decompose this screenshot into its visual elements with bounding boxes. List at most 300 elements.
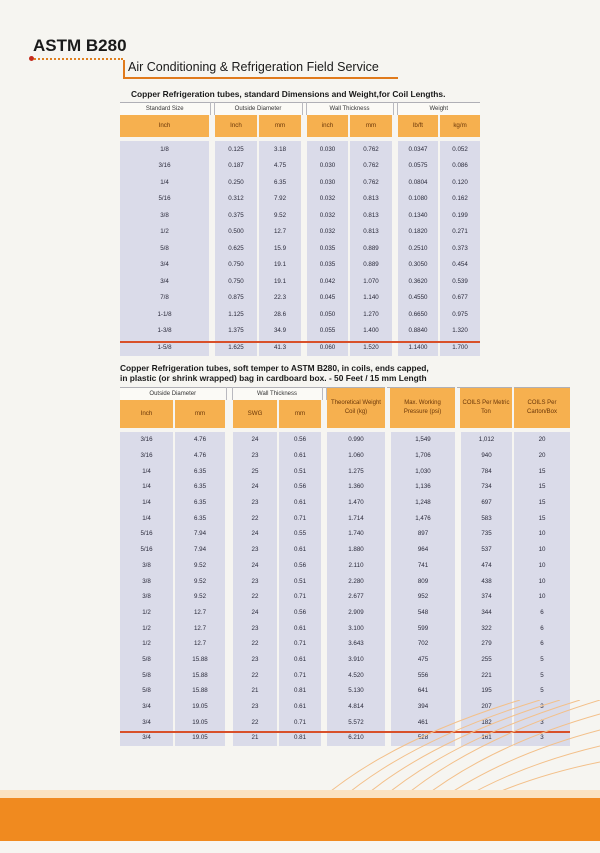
cell-wall-inch: 0.032 — [306, 207, 349, 224]
cell-weight-lb-ft: 0.8840 — [397, 323, 439, 340]
cell-wall-mm: 0.56 — [278, 558, 322, 574]
table1-title: Copper Refrigeration tubes, standard Dimensions and Weight,for Coil Lengths. — [131, 89, 446, 99]
cell-wall-mm: 1.400 — [349, 323, 393, 340]
cell-coil-weight: 2.677 — [326, 589, 386, 605]
sub-header-wall-mm: mm — [349, 115, 393, 137]
cell-weight-kg-m: 0.162 — [439, 191, 480, 208]
cell-coils-per-ton: 322 — [460, 620, 513, 636]
cell-od-mm: 4.76 — [174, 448, 226, 464]
sub-header-spacer — [322, 400, 326, 428]
cell-coil-weight: 2.909 — [326, 605, 386, 621]
cell-coil-weight: 4.520 — [326, 667, 386, 683]
cell-wall-mm: 0.56 — [278, 432, 322, 448]
cell-swg: 24 — [232, 605, 278, 621]
cell-swg: 23 — [232, 448, 278, 464]
cell-wall-mm: 0.762 — [349, 141, 393, 158]
cell-wall-inch: 0.060 — [306, 339, 349, 356]
cell-coils-per-ton: 255 — [460, 652, 513, 668]
sub-header-lb-ft: lb/ft — [397, 115, 439, 137]
cell-coils-per-ton: 438 — [460, 573, 513, 589]
cell-wall-mm: 1.520 — [349, 339, 393, 356]
cell-wall-mm: 0.889 — [349, 257, 393, 274]
cell-weight-lb-ft: 0.1080 — [397, 191, 439, 208]
group-header-outside-diameter: Outside Diameter — [214, 103, 302, 116]
sub-header-kg-m: kg/m — [439, 115, 480, 137]
cell-standard-size: 1-5/8 — [120, 339, 210, 356]
sub-header-od-inch: Inch — [120, 400, 174, 428]
sub-header-od-mm: mm — [174, 400, 226, 428]
cell-max-pressure: 809 — [390, 573, 456, 589]
cell-wall-mm: 0.71 — [278, 714, 322, 730]
cell-swg: 23 — [232, 699, 278, 715]
cell-swg: 21 — [232, 730, 278, 746]
cell-coils-per-ton: 537 — [460, 542, 513, 558]
cell-max-pressure: 1,030 — [390, 463, 456, 479]
cell-od-inch: 1/4 — [120, 463, 174, 479]
cell-coils-per-box: 5 — [513, 667, 570, 683]
cell-od-inch: 5/8 — [120, 652, 174, 668]
table-row — [120, 573, 570, 589]
cell-wall-mm: 0.889 — [349, 240, 393, 257]
cell-wall-mm: 0.762 — [349, 158, 393, 175]
cell-swg: 21 — [232, 683, 278, 699]
cell-od-mm: 4.76 — [174, 432, 226, 448]
cell-wall-inch: 0.045 — [306, 290, 349, 307]
cell-standard-size: 1-3/8 — [120, 323, 210, 340]
header-coils-per-ton: COILS Per Metric Ton — [460, 388, 513, 429]
cell-od-mm: 19.1 — [258, 257, 302, 274]
cell-swg: 22 — [232, 589, 278, 605]
cell-od-inch: 1.375 — [214, 323, 258, 340]
cell-coils-per-ton: 221 — [460, 667, 513, 683]
cell-weight-kg-m: 0.199 — [439, 207, 480, 224]
cell-od-mm: 15.88 — [174, 667, 226, 683]
cell-od-mm: 9.52 — [174, 589, 226, 605]
cell-max-pressure: 964 — [390, 542, 456, 558]
cell-weight-kg-m: 0.052 — [439, 141, 480, 158]
cell-weight-lb-ft: 0.6650 — [397, 306, 439, 323]
cell-coils-per-box: 20 — [513, 448, 570, 464]
cell-od-mm: 12.7 — [174, 620, 226, 636]
cell-coils-per-box: 6 — [513, 636, 570, 652]
cell-wall-mm: 0.56 — [278, 479, 322, 495]
cell-standard-size: 1/2 — [120, 224, 210, 241]
cell-weight-lb-ft: 0.1820 — [397, 224, 439, 241]
cell-coils-per-box: 10 — [513, 573, 570, 589]
header-coils-per-box: COILS Per Carton/Box — [513, 388, 570, 429]
cell-weight-lb-ft: 0.3620 — [397, 273, 439, 290]
cell-od-inch: 0.500 — [214, 224, 258, 241]
cell-coil-weight: 5.130 — [326, 683, 386, 699]
cell-od-mm: 12.7 — [174, 605, 226, 621]
cell-od-mm: 7.94 — [174, 542, 226, 558]
cell-wall-mm: 0.71 — [278, 636, 322, 652]
cell-coil-weight: 3.643 — [326, 636, 386, 652]
cell-wall-mm: 0.81 — [278, 730, 322, 746]
cell-od-inch: 0.312 — [214, 191, 258, 208]
cell-weight-kg-m: 0.975 — [439, 306, 480, 323]
cell-max-pressure: 461 — [390, 714, 456, 730]
cell-weight-lb-ft: 0.1340 — [397, 207, 439, 224]
cell-od-mm: 12.7 — [258, 224, 302, 241]
cell-weight-lb-ft: 0.4550 — [397, 290, 439, 307]
cell-coils-per-box: 15 — [513, 479, 570, 495]
group-header-weight: Weight — [397, 103, 480, 116]
cell-coil-weight: 1.740 — [326, 526, 386, 542]
cell-coils-per-box: 10 — [513, 589, 570, 605]
cell-od-mm: 6.35 — [258, 174, 302, 191]
cell-od-inch: 5/16 — [120, 542, 174, 558]
cell-coil-weight: 6.210 — [326, 730, 386, 746]
cell-wall-mm: 0.81 — [278, 683, 322, 699]
header-max-working-pressure: Max. Working Pressure (psi) — [390, 388, 456, 429]
cell-od-inch: 3/4 — [120, 730, 174, 746]
cell-od-mm: 15.9 — [258, 240, 302, 257]
cell-weight-lb-ft: 1.1400 — [397, 339, 439, 356]
table1-bottom-rule — [120, 341, 480, 343]
cell-swg: 23 — [232, 495, 278, 511]
cell-wall-inch: 0.042 — [306, 273, 349, 290]
cell-weight-kg-m: 1.320 — [439, 323, 480, 340]
cell-coils-per-ton: 1,012 — [460, 432, 513, 448]
cell-od-inch: 5/8 — [120, 667, 174, 683]
cell-wall-inch: 0.030 — [306, 174, 349, 191]
table-row — [120, 141, 480, 158]
cell-od-mm: 34.9 — [258, 323, 302, 340]
cell-swg: 23 — [232, 620, 278, 636]
table-row — [120, 224, 480, 241]
cell-od-mm: 7.94 — [174, 526, 226, 542]
cell-max-pressure: 741 — [390, 558, 456, 574]
cell-od-inch: 0.125 — [214, 141, 258, 158]
cell-weight-kg-m: 0.373 — [439, 240, 480, 257]
table-row — [120, 448, 570, 464]
cell-max-pressure: 952 — [390, 589, 456, 605]
sub-header-inch: Inch — [120, 115, 210, 137]
footer-light-band — [0, 790, 600, 798]
sub-header-swg: SWG — [232, 400, 278, 428]
table-row — [120, 510, 570, 526]
cell-od-inch: 1/2 — [120, 620, 174, 636]
group-header-standard-size: Standard Size — [120, 103, 210, 116]
subtitle-underline — [123, 77, 398, 79]
group-header-outside-diameter: Outside Diameter — [120, 388, 226, 401]
cell-coils-per-ton: 374 — [460, 589, 513, 605]
table-row — [120, 667, 570, 683]
cell-wall-inch: 0.032 — [306, 191, 349, 208]
cell-coils-per-box: 15 — [513, 495, 570, 511]
cell-swg: 22 — [232, 667, 278, 683]
table-row — [120, 526, 570, 542]
cell-od-inch: 3/8 — [120, 558, 174, 574]
decorative-swoosh-lines — [320, 700, 600, 800]
cell-od-mm: 6.35 — [174, 510, 226, 526]
footer-orange-band — [0, 798, 600, 841]
cell-coils-per-ton: 784 — [460, 463, 513, 479]
cell-od-inch: 1/4 — [120, 510, 174, 526]
cell-wall-mm: 0.61 — [278, 542, 322, 558]
cell-wall-inch: 0.030 — [306, 158, 349, 175]
cell-standard-size: 7/8 — [120, 290, 210, 307]
cell-coil-weight: 1.360 — [326, 479, 386, 495]
cell-wall-inch: 0.030 — [306, 141, 349, 158]
group-header-wall-thickness: Wall Thickness — [232, 388, 322, 401]
cell-standard-size: 3/16 — [120, 158, 210, 175]
table-row — [120, 463, 570, 479]
cell-coils-per-ton: 940 — [460, 448, 513, 464]
cell-coil-weight: 2.110 — [326, 558, 386, 574]
cell-od-mm: 19.05 — [174, 699, 226, 715]
cell-wall-mm: 0.813 — [349, 191, 393, 208]
cell-od-mm: 19.05 — [174, 714, 226, 730]
table-row — [120, 257, 480, 274]
table-row — [120, 636, 570, 652]
cell-coil-weight: 2.280 — [326, 573, 386, 589]
cell-wall-mm: 0.61 — [278, 652, 322, 668]
cell-coil-weight: 1.470 — [326, 495, 386, 511]
cell-od-inch: 3/4 — [120, 714, 174, 730]
cell-od-mm: 9.52 — [174, 573, 226, 589]
cell-wall-mm: 0.762 — [349, 174, 393, 191]
cell-od-inch: 0.625 — [214, 240, 258, 257]
cell-max-pressure: 897 — [390, 526, 456, 542]
cell-max-pressure: 702 — [390, 636, 456, 652]
cell-od-mm: 15.88 — [174, 683, 226, 699]
cell-coil-weight: 3.910 — [326, 652, 386, 668]
table-row — [120, 589, 570, 605]
cell-coils-per-box: 10 — [513, 558, 570, 574]
cell-standard-size: 5/8 — [120, 240, 210, 257]
cell-od-inch: 1/4 — [120, 495, 174, 511]
cell-coils-per-ton: 344 — [460, 605, 513, 621]
cell-swg: 24 — [232, 558, 278, 574]
cell-wall-mm: 0.61 — [278, 699, 322, 715]
cell-coil-weight: 1.060 — [326, 448, 386, 464]
cell-od-mm: 6.35 — [174, 463, 226, 479]
cell-max-pressure: 1,136 — [390, 479, 456, 495]
table-row — [120, 323, 480, 340]
cell-weight-kg-m: 0.454 — [439, 257, 480, 274]
cell-weight-lb-ft: 0.0347 — [397, 141, 439, 158]
cell-od-mm: 3.18 — [258, 141, 302, 158]
cell-coils-per-box: 3 — [513, 730, 570, 746]
cell-od-mm: 28.6 — [258, 306, 302, 323]
cell-weight-lb-ft: 0.3050 — [397, 257, 439, 274]
cell-swg: 24 — [232, 432, 278, 448]
cell-od-inch: 0.875 — [214, 290, 258, 307]
cell-od-inch: 0.250 — [214, 174, 258, 191]
cell-coils-per-box: 5 — [513, 683, 570, 699]
brand-dotted-rule — [31, 58, 123, 60]
cell-od-mm: 7.92 — [258, 191, 302, 208]
cell-coils-per-ton: 697 — [460, 495, 513, 511]
table-row — [120, 273, 480, 290]
cell-coil-weight: 4.814 — [326, 699, 386, 715]
cell-coil-weight: 1.275 — [326, 463, 386, 479]
cell-standard-size: 3/4 — [120, 257, 210, 274]
cell-max-pressure: 548 — [390, 605, 456, 621]
cell-od-inch: 1/2 — [120, 605, 174, 621]
cell-od-inch: 0.187 — [214, 158, 258, 175]
cell-coils-per-ton: 583 — [460, 510, 513, 526]
cell-wall-inch: 0.035 — [306, 257, 349, 274]
cell-max-pressure: 475 — [390, 652, 456, 668]
cell-coil-weight: 1.714 — [326, 510, 386, 526]
cell-od-mm: 6.35 — [174, 479, 226, 495]
sub-header-wall-mm: mm — [278, 400, 322, 428]
table-row — [120, 620, 570, 636]
table-row — [120, 290, 480, 307]
cell-weight-kg-m: 0.086 — [439, 158, 480, 175]
cell-od-inch: 3/16 — [120, 448, 174, 464]
cell-max-pressure: 1,706 — [390, 448, 456, 464]
cell-coils-per-box: 20 — [513, 432, 570, 448]
cell-od-mm: 6.35 — [174, 495, 226, 511]
table-row — [120, 306, 480, 323]
page-subtitle: Air Conditioning & Refrigeration Field Service — [128, 60, 379, 74]
cell-max-pressure: 556 — [390, 667, 456, 683]
cell-coils-per-box: 3 — [513, 699, 570, 715]
brand-bullet-dot — [29, 56, 34, 61]
cell-od-inch: 3/8 — [120, 589, 174, 605]
cell-swg: 22 — [232, 636, 278, 652]
cell-swg: 25 — [232, 463, 278, 479]
cell-weight-kg-m: 0.539 — [439, 273, 480, 290]
cell-max-pressure: 1,476 — [390, 510, 456, 526]
subtitle-accent-bar — [123, 60, 125, 78]
cell-weight-kg-m: 0.677 — [439, 290, 480, 307]
table2-title-line2: in plastic (or shrink wrapped) bag in cardboard box. - 50 Feet / 15 mm Length — [120, 373, 427, 383]
cell-od-inch: 5/16 — [120, 526, 174, 542]
cell-weight-lb-ft: 0.2510 — [397, 240, 439, 257]
cell-wall-mm: 0.61 — [278, 620, 322, 636]
cell-max-pressure: 1,549 — [390, 432, 456, 448]
cell-coils-per-ton: 474 — [460, 558, 513, 574]
coils-table — [120, 387, 570, 746]
cell-wall-inch: 0.055 — [306, 323, 349, 340]
cell-weight-kg-m: 0.271 — [439, 224, 480, 241]
cell-coils-per-ton: 182 — [460, 714, 513, 730]
cell-swg: 22 — [232, 510, 278, 526]
cell-coils-per-ton: 735 — [460, 526, 513, 542]
cell-standard-size: 5/16 — [120, 191, 210, 208]
cell-wall-mm: 0.55 — [278, 526, 322, 542]
table2-title-line1: Copper Refrigeration tubes, soft temper to ASTM B280, in coils, ends capped, — [120, 363, 429, 373]
cell-od-mm: 15.88 — [174, 652, 226, 668]
cell-wall-mm: 0.51 — [278, 573, 322, 589]
cell-max-pressure: 1,248 — [390, 495, 456, 511]
cell-coils-per-ton: 279 — [460, 636, 513, 652]
cell-weight-kg-m: 1.700 — [439, 339, 480, 356]
cell-od-inch: 1.625 — [214, 339, 258, 356]
cell-od-mm: 9.52 — [258, 207, 302, 224]
cell-standard-size: 1/4 — [120, 174, 210, 191]
cell-od-inch: 3/4 — [120, 699, 174, 715]
header-theoretical-weight: Theoretical Weight Coil (kg) — [326, 388, 386, 429]
cell-wall-mm: 0.51 — [278, 463, 322, 479]
cell-wall-mm: 0.61 — [278, 448, 322, 464]
cell-coils-per-box: 15 — [513, 463, 570, 479]
table-row — [120, 158, 480, 175]
cell-coils-per-box: 3 — [513, 714, 570, 730]
table-row — [120, 683, 570, 699]
cell-max-pressure: 528 — [390, 730, 456, 746]
cell-coils-per-box: 10 — [513, 526, 570, 542]
cell-max-pressure: 641 — [390, 683, 456, 699]
cell-wall-mm: 0.56 — [278, 605, 322, 621]
brand-title: ASTM B280 — [33, 36, 127, 55]
cell-wall-mm: 0.71 — [278, 589, 322, 605]
cell-standard-size: 1-1/8 — [120, 306, 210, 323]
cell-coils-per-box: 5 — [513, 652, 570, 668]
cell-od-inch: 0.750 — [214, 273, 258, 290]
cell-weight-lb-ft: 0.0804 — [397, 174, 439, 191]
cell-coil-weight: 0.990 — [326, 432, 386, 448]
cell-coils-per-ton: 161 — [460, 730, 513, 746]
table-row — [120, 240, 480, 257]
cell-max-pressure: 394 — [390, 699, 456, 715]
sub-header-od-inch: Inch — [214, 115, 258, 137]
cell-weight-kg-m: 0.120 — [439, 174, 480, 191]
cell-coils-per-ton: 195 — [460, 683, 513, 699]
cell-od-mm: 9.52 — [174, 558, 226, 574]
table-row — [120, 479, 570, 495]
cell-od-mm: 19.05 — [174, 730, 226, 746]
cell-od-inch: 0.750 — [214, 257, 258, 274]
cell-standard-size: 3/8 — [120, 207, 210, 224]
cell-od-inch: 3/16 — [120, 432, 174, 448]
cell-od-inch: 1/2 — [120, 636, 174, 652]
cell-standard-size: 3/4 — [120, 273, 210, 290]
cell-swg: 23 — [232, 542, 278, 558]
cell-coils-per-ton: 207 — [460, 699, 513, 715]
cell-wall-inch: 0.032 — [306, 224, 349, 241]
cell-wall-inch: 0.050 — [306, 306, 349, 323]
cell-od-inch: 3/8 — [120, 573, 174, 589]
cell-max-pressure: 599 — [390, 620, 456, 636]
sub-header-od-mm: mm — [258, 115, 302, 137]
table-row — [120, 174, 480, 191]
cell-wall-mm: 0.813 — [349, 207, 393, 224]
cell-wall-mm: 0.71 — [278, 510, 322, 526]
cell-wall-mm: 1.070 — [349, 273, 393, 290]
cell-od-mm: 22.3 — [258, 290, 302, 307]
cell-swg: 24 — [232, 526, 278, 542]
table-row — [120, 652, 570, 668]
cell-wall-mm: 1.140 — [349, 290, 393, 307]
cell-coils-per-box: 6 — [513, 620, 570, 636]
cell-swg: 22 — [232, 714, 278, 730]
cell-swg: 24 — [232, 479, 278, 495]
cell-od-inch: 5/8 — [120, 683, 174, 699]
dimensions-table — [120, 102, 480, 356]
cell-coil-weight: 1.880 — [326, 542, 386, 558]
cell-od-mm: 41.3 — [258, 339, 302, 356]
cell-standard-size: 1/8 — [120, 141, 210, 158]
table-row — [120, 558, 570, 574]
table-row — [120, 495, 570, 511]
group-header-wall-thickness: Wall Thickness — [306, 103, 393, 116]
cell-coil-weight: 5.572 — [326, 714, 386, 730]
cell-wall-mm: 0.813 — [349, 224, 393, 241]
cell-wall-inch: 0.035 — [306, 240, 349, 257]
cell-od-mm: 4.75 — [258, 158, 302, 175]
table-row — [120, 432, 570, 448]
cell-od-mm: 19.1 — [258, 273, 302, 290]
cell-coils-per-box: 10 — [513, 542, 570, 558]
sub-header-wall-inch: inch — [306, 115, 349, 137]
table-row — [120, 542, 570, 558]
